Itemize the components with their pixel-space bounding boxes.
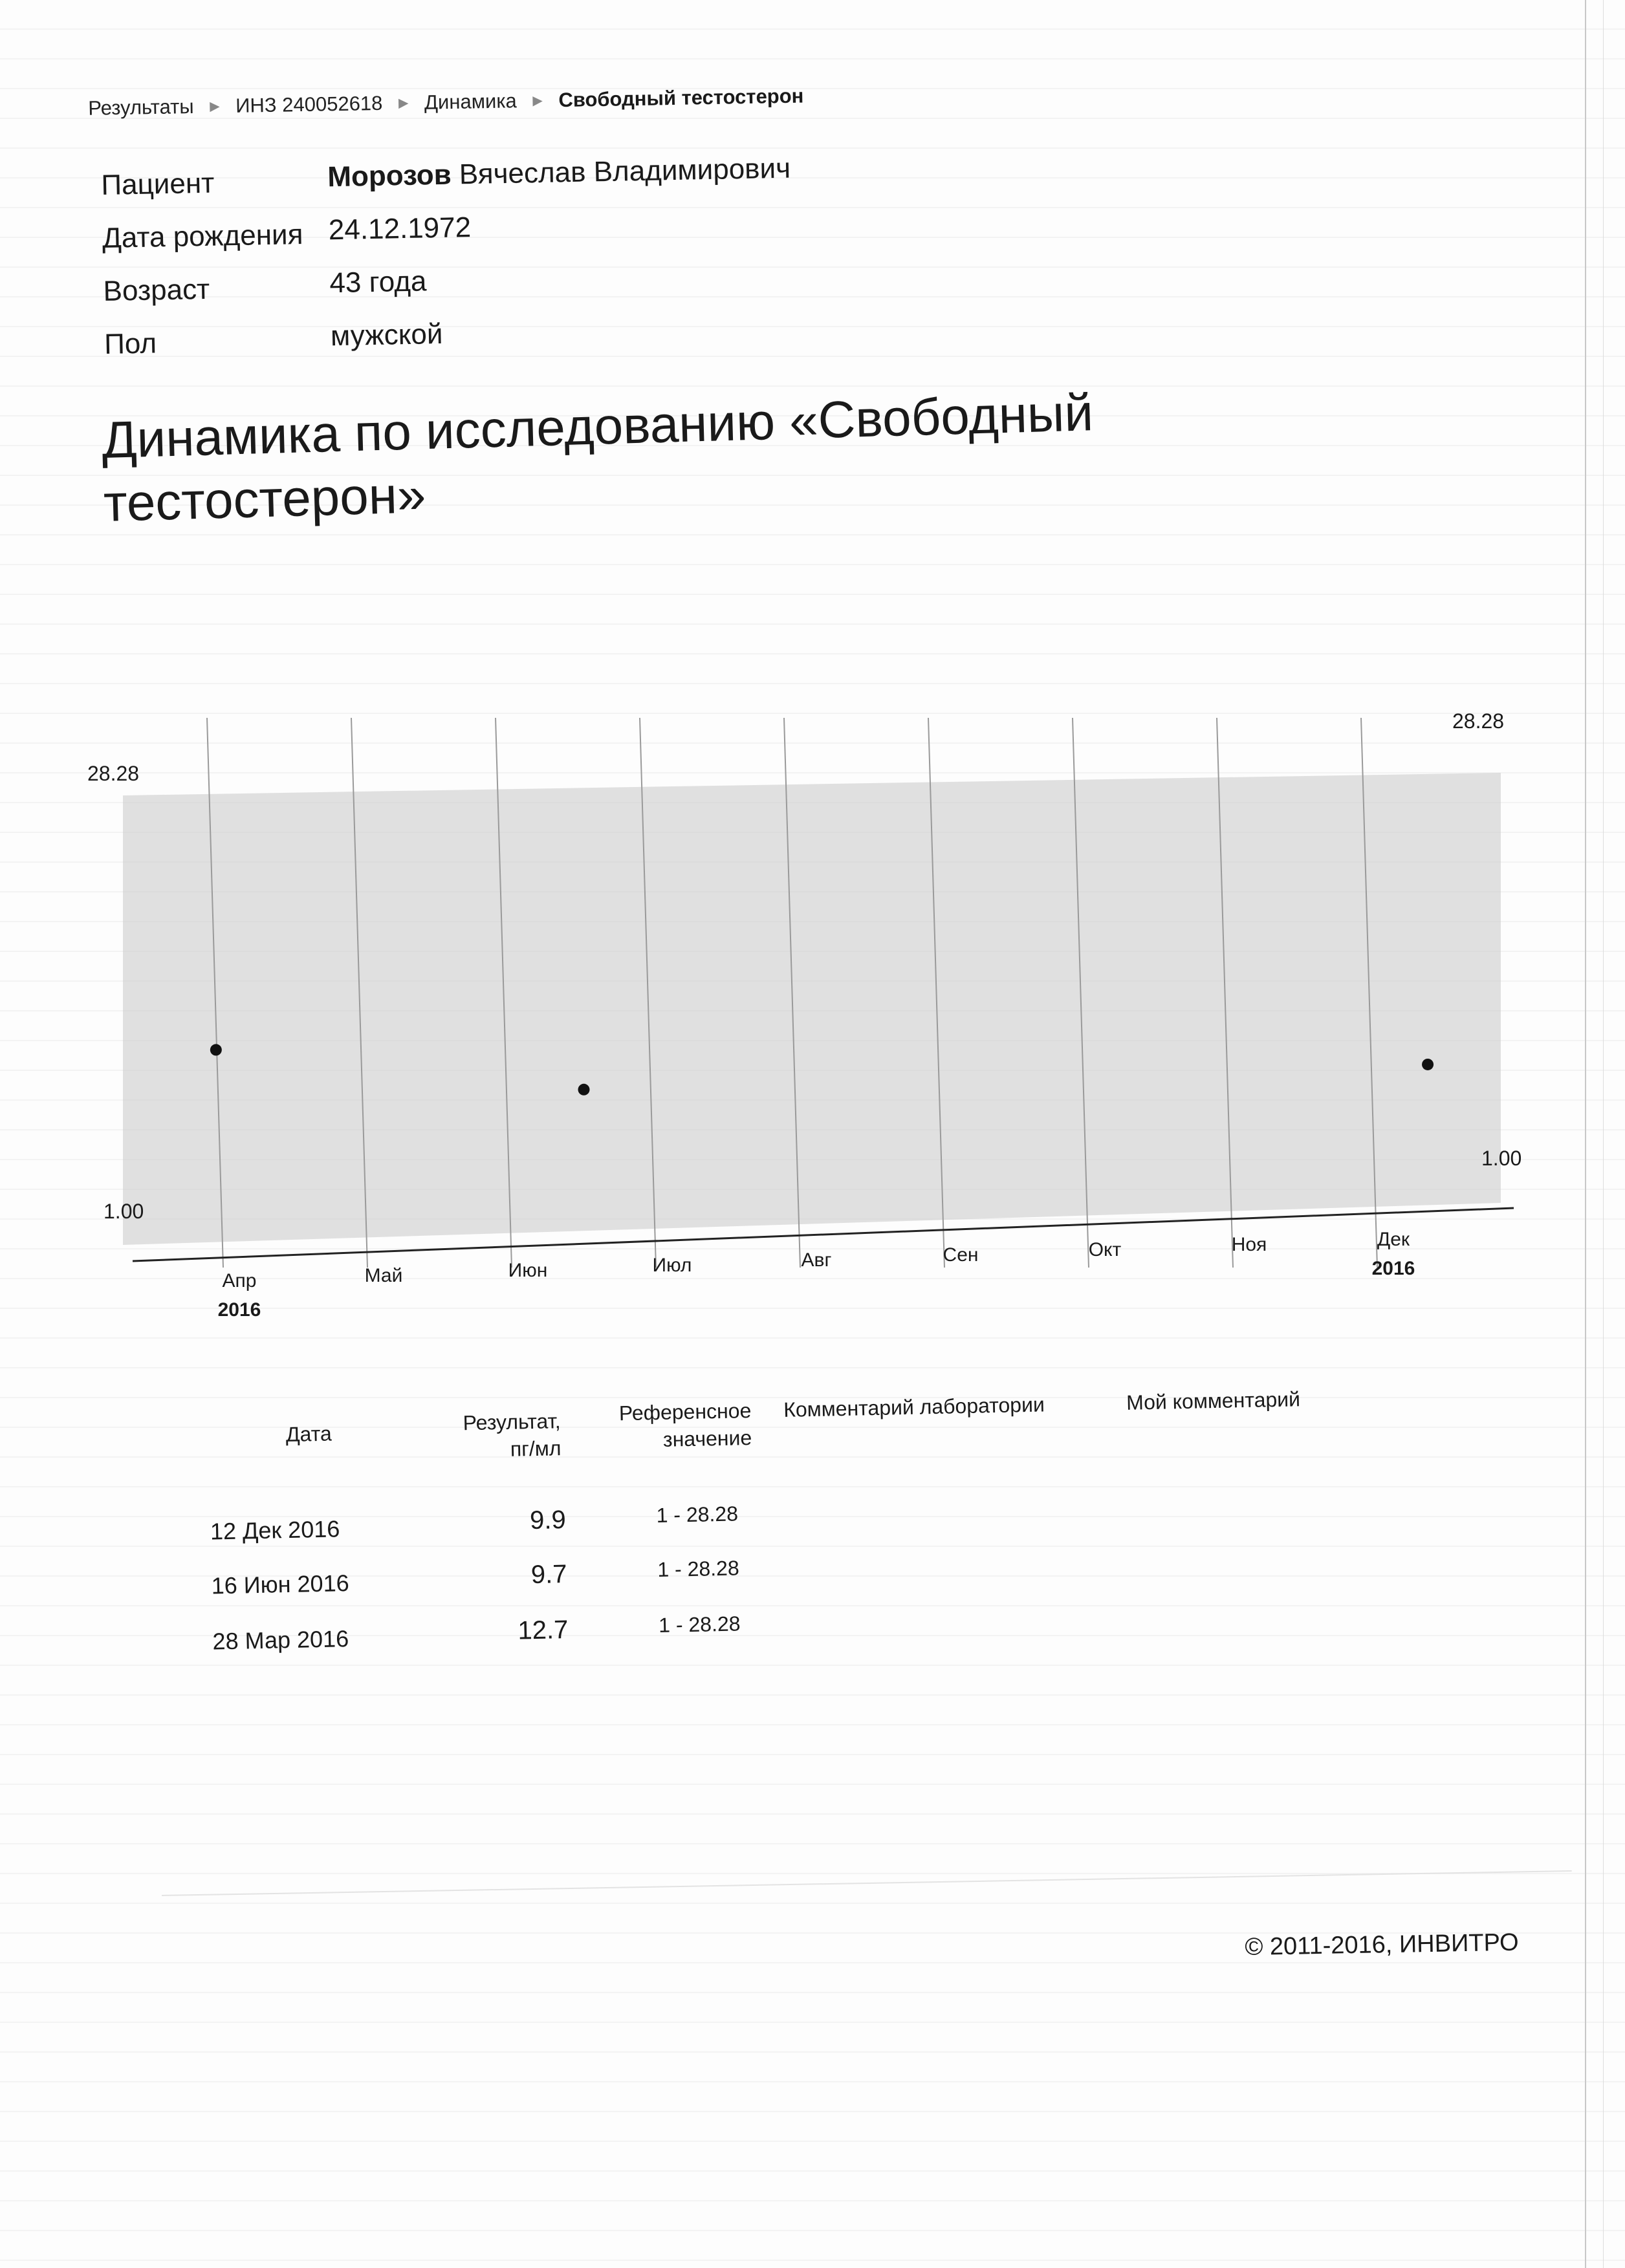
y-axis-max-label-left: 28.28 (87, 762, 140, 785)
breadcrumb-results[interactable]: Результаты (88, 94, 194, 120)
month-tick-label: Ноя (1231, 1234, 1267, 1255)
month-tick-label: Июн (508, 1260, 548, 1281)
col-header-lab-comment: Комментарий лаборатории (783, 1392, 1045, 1421)
col-header-date: Дата (285, 1421, 333, 1447)
year-tick-label: 2016 (1371, 1258, 1415, 1279)
row-reference: 1 - 28.28 (657, 1556, 740, 1582)
age-label: Возраст (103, 273, 210, 307)
breadcrumb-dynamics[interactable]: Динамика (424, 89, 518, 114)
col-header-my-comment: Мой комментарий (1126, 1387, 1301, 1414)
year-tick-label: 2016 (217, 1299, 261, 1321)
y-axis-min-label-left: 1.00 (104, 1200, 144, 1223)
row-date: 28 Мар 2016 (212, 1625, 349, 1655)
patient-given-name: Вячеслав Владимирович (459, 152, 791, 191)
sex-label: Пол (104, 327, 157, 360)
patient-surname: Морозов (327, 158, 452, 193)
row-result: 9.9 (529, 1506, 567, 1535)
row-result: 9.7 (530, 1559, 567, 1590)
reference-range-band (123, 773, 1501, 1245)
divider (162, 1870, 1572, 1896)
breadcrumb-current: Свободный тестостерон (558, 84, 804, 112)
row-result: 12.7 (517, 1615, 569, 1645)
row-date: 12 Дек 2016 (210, 1515, 340, 1545)
dob-value: 24.12.1972 (328, 211, 472, 246)
dob-label: Дата рождения (102, 219, 303, 254)
month-tick-label: Авг (801, 1249, 832, 1271)
col-header-result-line2: пг/мл (510, 1436, 562, 1461)
sex-value: мужской (330, 318, 443, 352)
col-header-result (450, 1407, 562, 1464)
data-point (578, 1084, 590, 1096)
y-axis-max-label-right: 28.28 (1452, 709, 1505, 733)
results-table (194, 1353, 1365, 1701)
page-title-line1: Динамика по исследованию «Свободный (101, 383, 1095, 469)
breadcrumb-order[interactable]: ИНЗ 240052618 (235, 91, 383, 117)
row-reference: 1 - 28.28 (656, 1502, 739, 1528)
col-header-ref-line1: Референсное (618, 1398, 752, 1425)
age-value: 43 года (329, 265, 427, 299)
data-point (210, 1044, 222, 1055)
breadcrumb-arrow-icon: ▶ (398, 96, 409, 111)
breadcrumb-arrow-icon: ▶ (210, 99, 220, 114)
month-tick-label: Май (364, 1265, 403, 1286)
data-point (1422, 1059, 1434, 1070)
col-header-result-line1: Результат, (463, 1409, 561, 1435)
col-header-ref-line2: значение (662, 1425, 752, 1451)
row-date: 16 Июн 2016 (211, 1570, 350, 1599)
breadcrumb-arrow-icon: ▶ (532, 94, 543, 109)
month-tick-label: Окт (1088, 1239, 1122, 1260)
row-reference: 1 - 28.28 (658, 1612, 741, 1637)
month-tick-label: Дек (1377, 1229, 1410, 1250)
month-tick-label: Июл (652, 1255, 692, 1276)
patient-label: Пациент (101, 167, 215, 201)
month-tick-label: Апр (222, 1270, 257, 1291)
y-axis-min-label-right: 1.00 (1481, 1147, 1522, 1170)
copyright: © 2011-2016, ИНВИТРО (1245, 1928, 1519, 1961)
month-tick-label: Сен (943, 1244, 979, 1266)
col-header-reference (596, 1397, 752, 1454)
page-title-line2: тестостерон» (102, 466, 427, 532)
